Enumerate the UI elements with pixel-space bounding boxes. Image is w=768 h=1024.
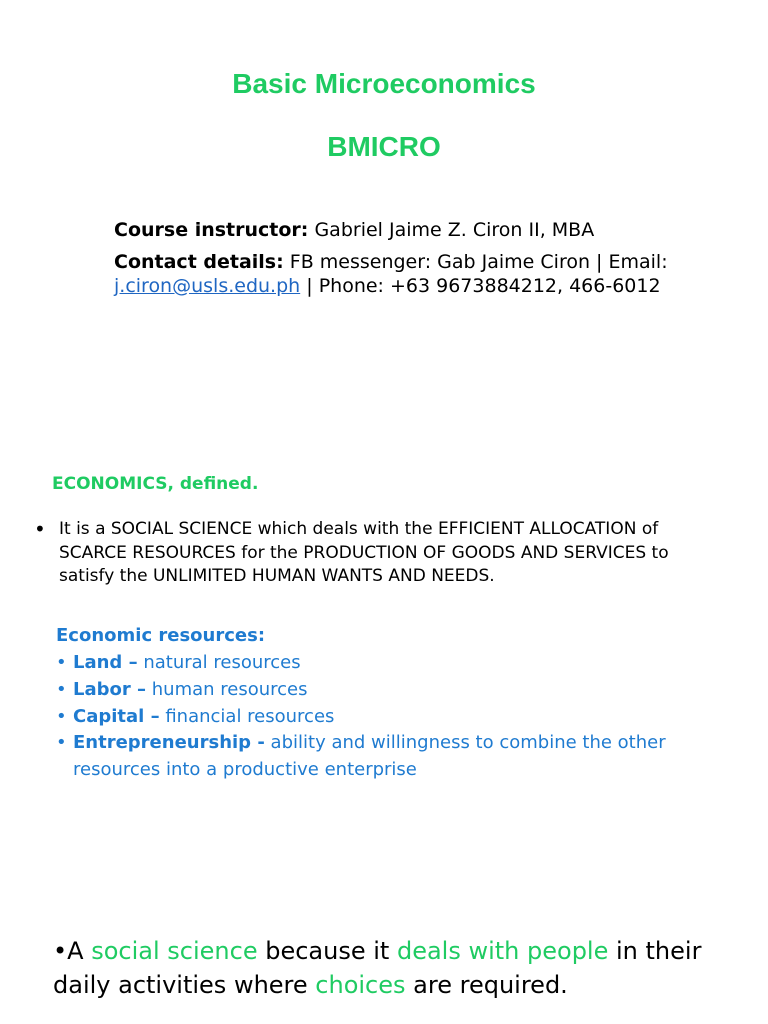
- contact-phone: | Phone: +63 9673884212, 466-6012: [306, 275, 661, 297]
- resource-desc: financial resources: [165, 705, 335, 727]
- list-item: [56, 650, 676, 677]
- instructor-line: [114, 218, 674, 242]
- resources-list: [56, 650, 676, 784]
- list-item: [56, 677, 676, 704]
- resource-term: Entrepreneurship -: [73, 732, 265, 754]
- bullet: •: [56, 705, 67, 727]
- social-highlight-3: choices: [315, 971, 406, 999]
- instructor-label: Course instructor:: [114, 219, 309, 241]
- resource-desc: ability and willingness to combine the other resources into a productive enterprise: [73, 732, 666, 781]
- list-item: [56, 730, 676, 784]
- social-science-statement: [53, 934, 733, 1002]
- resource-term: Capital –: [73, 705, 160, 727]
- social-text-3: in their daily activities where: [53, 937, 702, 999]
- course-title: Basic Microeconomics: [232, 68, 536, 99]
- resources-heading: Economic resources:: [56, 625, 266, 646]
- resource-desc: natural resources: [143, 652, 301, 673]
- resource-term: Labor –: [73, 678, 147, 700]
- list-item: [56, 704, 676, 731]
- bullet: •: [56, 652, 67, 673]
- social-bullet: •: [53, 937, 68, 965]
- economics-heading: ECONOMICS, defined.: [52, 474, 259, 494]
- social-text-1: A: [67, 937, 84, 965]
- course-code: BMICRO: [327, 131, 441, 162]
- resource-desc: human resources: [151, 678, 308, 700]
- contact-messenger: FB messenger: Gab Jaime Ciron | Email:: [289, 251, 668, 273]
- bullet: •: [56, 678, 67, 700]
- social-text-2: because it: [265, 937, 390, 965]
- contact-label: Contact details:: [114, 251, 284, 273]
- economics-definition: It is a SOCIAL SCIENCE which deals with the EFFICIENT ALLOCATION of SCARCE RESOURCES for the PRODUCTION OF GOODS AND SERVICES to satisfy the UNLIMITED HUMAN WANTS AND NEEDS.: [59, 519, 669, 586]
- social-highlight-2: deals with people: [396, 937, 609, 965]
- contact-details: [114, 250, 674, 298]
- social-text-4: are required.: [413, 971, 568, 999]
- bullet: •: [56, 732, 67, 754]
- definition-bullet: •: [34, 517, 46, 541]
- resource-term: Land –: [73, 652, 138, 673]
- social-highlight-1: social science: [91, 937, 258, 965]
- instructor-name: Gabriel Jaime Z. Ciron II, MBA: [314, 219, 595, 241]
- email-link[interactable]: j.ciron@usls.edu.ph: [114, 275, 301, 297]
